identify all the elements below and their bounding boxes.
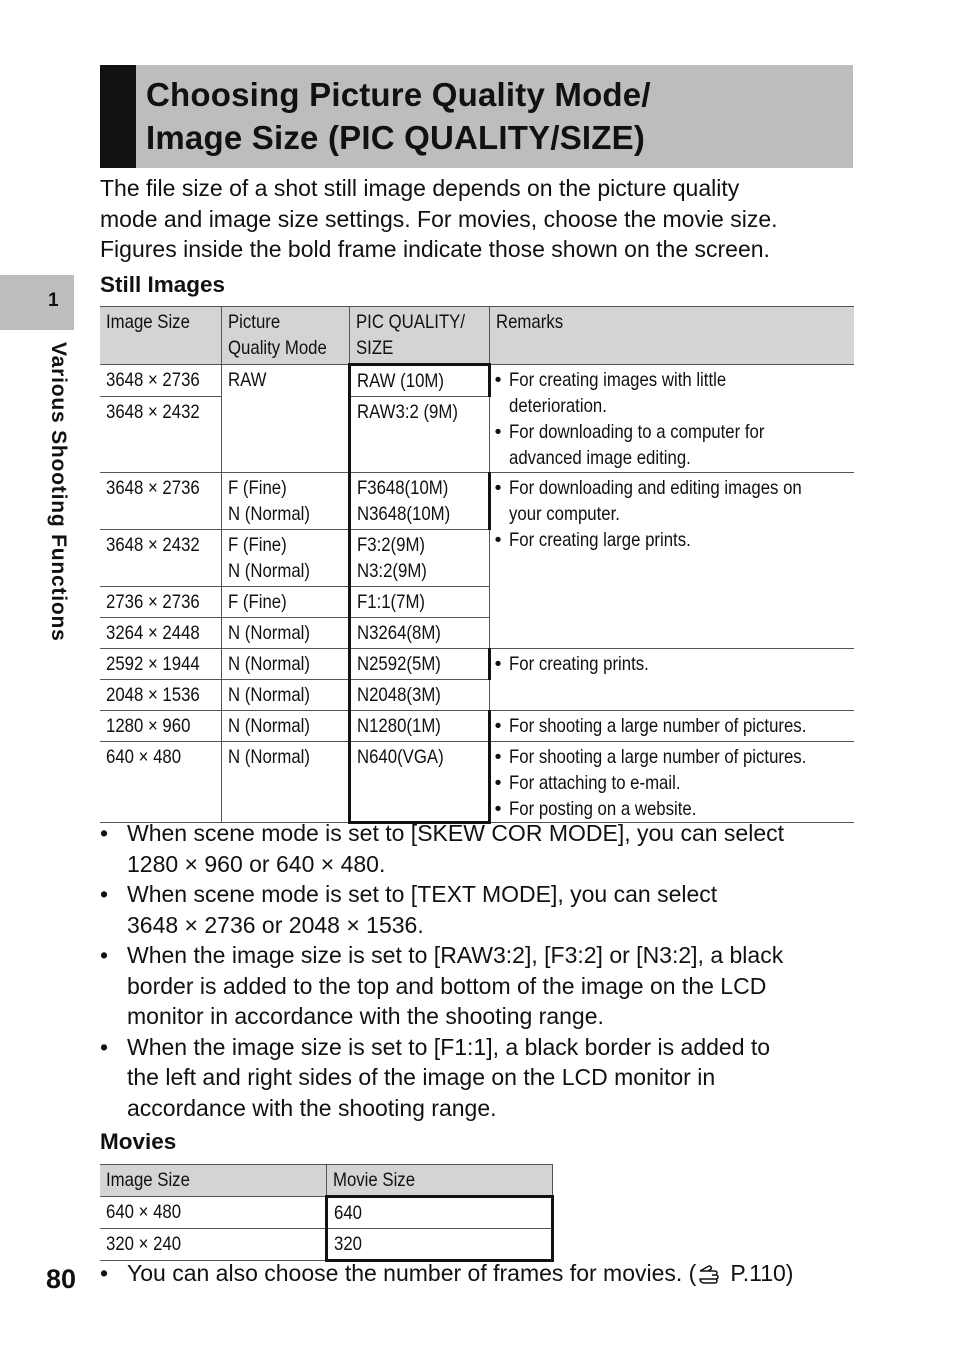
- cell-image-size: 3648 × 2736: [100, 473, 221, 530]
- movies-heading: Movies: [100, 1129, 177, 1154]
- chapter-number: 1: [48, 290, 59, 311]
- table-row: [100, 742, 854, 823]
- still-images-table: [100, 306, 854, 824]
- intro-paragraph: [100, 173, 860, 265]
- list-item: • For creating large prints.: [491, 527, 855, 553]
- cell-image-size: 3648 × 2736: [100, 365, 221, 397]
- title-banner: [100, 65, 853, 168]
- intro-line: The file size of a shot still image depends on the picture quality: [100, 175, 740, 201]
- cell-image-size: 640 × 480: [100, 1197, 326, 1229]
- page-title: [146, 73, 651, 159]
- table-row: [100, 1197, 553, 1229]
- cell-image-size: 3264 × 2448: [100, 618, 221, 649]
- list-item: • For posting on a website.: [491, 796, 855, 822]
- cell-pic-quality: F3648(10M) N3648(10M): [349, 473, 489, 530]
- header-image-size: Image Size: [100, 1165, 326, 1197]
- cell-image-size: 2592 × 1944: [100, 649, 221, 680]
- list-item: • When the image size is set to [RAW3:2], [F3:2] or [N3:2], a black border is added to the top and bottom of the image on the LCD monitor in accordance with the shooting range.: [100, 940, 860, 1032]
- cell-pic-quality: RAW (10M): [349, 365, 489, 397]
- list-item: • For creating images with little deterioration.: [491, 367, 855, 419]
- list-item: • For creating prints.: [491, 651, 855, 677]
- cell-movie-size: 320: [326, 1229, 552, 1261]
- cell-pic-quality: N2048(3M): [349, 680, 489, 711]
- remarks-list: [491, 365, 855, 471]
- intro-line: mode and image size settings. For movies, choose the movie size.: [100, 205, 778, 232]
- header-remarks: Remarks: [489, 307, 854, 365]
- table-row: [100, 365, 854, 397]
- cell-image-size: 2048 × 1536: [100, 680, 221, 711]
- list-item: • When the image size is set to [F1:1], a black border is added to the left and right sides of the image on the LCD monitor in accordance with the shooting range.: [100, 1032, 860, 1124]
- page-title-line-1: Choosing Picture Quality Mode/: [146, 76, 651, 113]
- cell-remarks: [489, 649, 854, 711]
- page-title-line-2: Image Size (PIC QUALITY/SIZE): [146, 119, 646, 156]
- table-header-row: [100, 1165, 553, 1197]
- table-header-row: [100, 307, 854, 365]
- frames-note: • You can also choose the number of frames for movies. ( P.110): [100, 1260, 794, 1286]
- list-item: • For downloading to a computer for advanced image editing.: [491, 419, 855, 471]
- cell-pic-quality: N3264(8M): [349, 618, 489, 649]
- list-item: • When scene mode is set to [SKEW COR MODE], you can select 1280 × 960 or 640 × 480.: [100, 818, 860, 879]
- cell-image-size: 3648 × 2432: [100, 397, 221, 473]
- cell-pic-quality: F3:2(9M) N3:2(9M): [349, 530, 489, 587]
- still-images-heading: Still Images: [100, 272, 226, 297]
- title-accent-bar: [100, 65, 136, 168]
- cell-quality-mode: N (Normal): [221, 649, 349, 680]
- header-picture-quality-mode: Picture Quality Mode: [221, 307, 349, 365]
- page-number: 80: [46, 1264, 77, 1294]
- cell-quality-mode: RAW: [221, 365, 349, 473]
- list-item: • For attaching to e-mail.: [491, 770, 855, 796]
- cell-remarks: [489, 365, 854, 473]
- cell-image-size: 1280 × 960: [100, 711, 221, 742]
- header-movie-size: Movie Size: [326, 1165, 552, 1197]
- table-row: [100, 711, 854, 742]
- cell-quality-mode: N (Normal): [221, 680, 349, 711]
- chapter-tab: [0, 275, 74, 330]
- remarks-list: [491, 473, 855, 553]
- cell-pic-quality: RAW3:2 (9M): [349, 397, 489, 473]
- cell-image-size: 2736 × 2736: [100, 587, 221, 618]
- notes-list: [100, 818, 860, 1123]
- table-row: [100, 649, 854, 680]
- cell-pic-quality: N2592(5M): [349, 649, 489, 680]
- cell-image-size: 640 × 480: [100, 742, 221, 823]
- chapter-label: Various Shooting Functions: [47, 342, 70, 642]
- header-image-size: Image Size: [100, 307, 221, 365]
- frames-note-text: You can also choose the number of frames for movies. (: [127, 1260, 697, 1286]
- header-pic-quality-size: PIC QUALITY/ SIZE: [349, 307, 489, 365]
- cell-pic-quality: N640(VGA): [349, 742, 489, 823]
- list-item: • For shooting a large number of pictures.: [491, 713, 855, 739]
- remarks-list: [491, 742, 855, 822]
- cell-quality-mode: N (Normal): [221, 618, 349, 649]
- cell-remarks: [489, 473, 854, 649]
- list-item: • For shooting a large number of pictures.: [491, 744, 855, 770]
- cell-quality-mode: N (Normal): [221, 711, 349, 742]
- remarks-list: [491, 649, 855, 677]
- table-row: [100, 1229, 553, 1261]
- cell-quality-mode: F (Fine): [221, 587, 349, 618]
- table-row: [100, 473, 854, 530]
- cell-quality-mode: F (Fine) N (Normal): [221, 530, 349, 587]
- cell-pic-quality: N1280(1M): [349, 711, 489, 742]
- cell-image-size: 3648 × 2432: [100, 530, 221, 587]
- list-item: • For downloading and editing images on your computer.: [491, 475, 855, 527]
- remarks-list: [491, 711, 855, 739]
- cell-pic-quality: F1:1(7M): [349, 587, 489, 618]
- cell-quality-mode: N (Normal): [221, 742, 349, 823]
- list-item: • When scene mode is set to [TEXT MODE], you can select 3648 × 2736 or 2048 × 1536.: [100, 879, 860, 940]
- cell-quality-mode: F (Fine) N (Normal): [221, 473, 349, 530]
- cell-remarks: [489, 711, 854, 742]
- cell-image-size: 320 × 240: [100, 1229, 326, 1261]
- page-reference-link[interactable]: P.110): [730, 1260, 794, 1286]
- movies-table: [100, 1164, 554, 1262]
- cell-movie-size: 640: [326, 1197, 552, 1229]
- intro-line: Figures inside the bold frame indicate those shown on the screen.: [100, 236, 770, 262]
- cell-remarks: [489, 742, 854, 823]
- pointing-hand-icon: [698, 1264, 728, 1284]
